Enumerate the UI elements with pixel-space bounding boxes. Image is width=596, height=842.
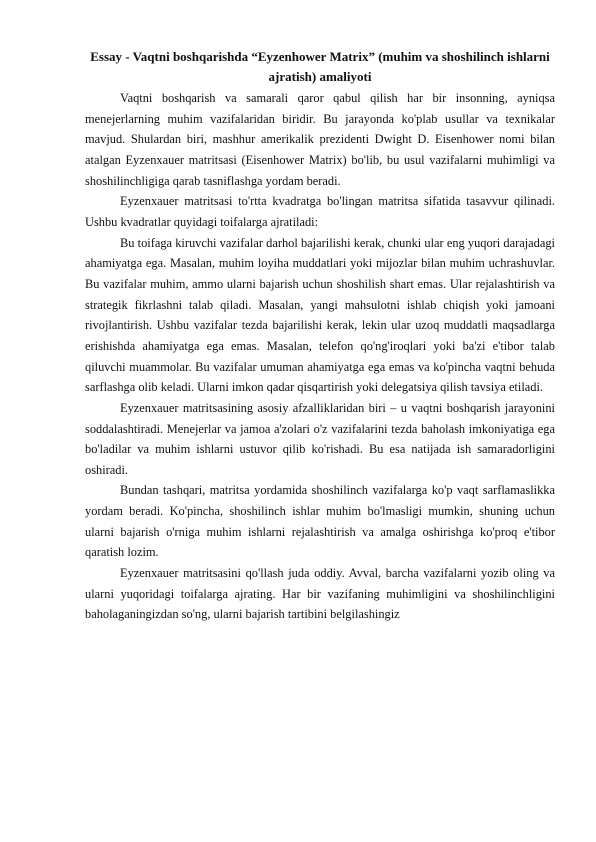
paragraph: Eyzenxauer matritsasini qo'llash juda oddiy. Avval, barcha vazifalarni yozib oling va ularni yuqoridagi toifalarga ajrating. Har bir vazifaning muhimligini va shoshilinchligini baholaganingizdan so'ng, ularni bajarish tartibini belgilashingiz xyxy=(85,566,555,622)
paragraph: Bundan tashqari, matritsa yordamida shoshilinch vazifalarga ko'p vaqt sarflamaslikka yordam beradi. Ko'pincha, shoshilinch ishlar muhim bo'lmasligi mumkin, shuning uchun ularni bajarish o'rniga muhim ishlarni rejalashtirish va amalga oshirishga ko'proq e'tibor qaratish lozim. xyxy=(85,483,555,560)
document-title: Essay - Vaqtni boshqarishda “Eyzenhower Matrix” (muhim va shoshilinch ishlarni ajratish) amaliyoti xyxy=(90,49,550,84)
paragraph: Vaqtni boshqarish va samarali qaror qabul qilish har bir insonning, ayniqsa menejerlarning muhim vazifalaridan biridir. Bu jarayonda ko'plab usullar va texnikalar mavjud. Shulardan biri, mashhur amerikalik prezidenti Dwight D. Eisenhower nomi bilan atalgan Eyzenxauer matritsasi (Eisenhower Matrix) bo'lib, bu usul vazifalarni muhimligi va shoshilinchligiga qarab tasniflashga yordam beradi. xyxy=(85,91,555,188)
document-body xyxy=(85,47,555,625)
paragraph: Eyzenxauer matritsasining asosiy afzalliklaridan biri – u vaqtni boshqarish jarayonini soddalashtiradi. Menejerlar va jamoa a'zolari o'z vazifalarini tezda baholash imkoniyatiga ega bo'ladilar va muhim ishlarni ustuvor qilib ko'rishadi. Bu esa natijada ish samaradorligini oshiradi. xyxy=(85,400,555,477)
paragraph: Bu toifaga kiruvchi vazifalar darhol bajarilishi kerak, chunki ular eng yuqori darajadagi ahamiyatga ega. Masalan, muhim loyiha muddatlari yoki mijozlar bilan muhim uchrashuvlar. Bu vazifalar muhim, ammo ularni bajarish uchun shoshilish shart emas. Ular rejalashtirish va strategik fikrlashni talab qiladi. Masalan, yangi mahsulotni ishlab chiqish yoki jamoani rivojlantirish. Ushbu vazifalar tezda bajarilishi kerak, lekin ular uzoq muddatli maqsadlarga erishishda ahamiyatga ega emas. Masalan, telefon qo'ng'iroqlari yoki ba'zi e'tibor talab qiluvchi muammolar. Bu vazifalar umuman ahamiyatga ega emas va ko'pincha vaqtni behuda sarflashga olib keladi. Ularni imkon qadar qisqartirish yoki delegatsiya qilish tavsiya etiladi. xyxy=(85,235,555,395)
paragraph: Eyzenxauer matritsasi to'rtta kvadratga bo'lingan matritsa sifatida tasavvur qilinadi. Ushbu kvadratlar quyidagi toifalarga ajratiladi: xyxy=(85,194,555,229)
